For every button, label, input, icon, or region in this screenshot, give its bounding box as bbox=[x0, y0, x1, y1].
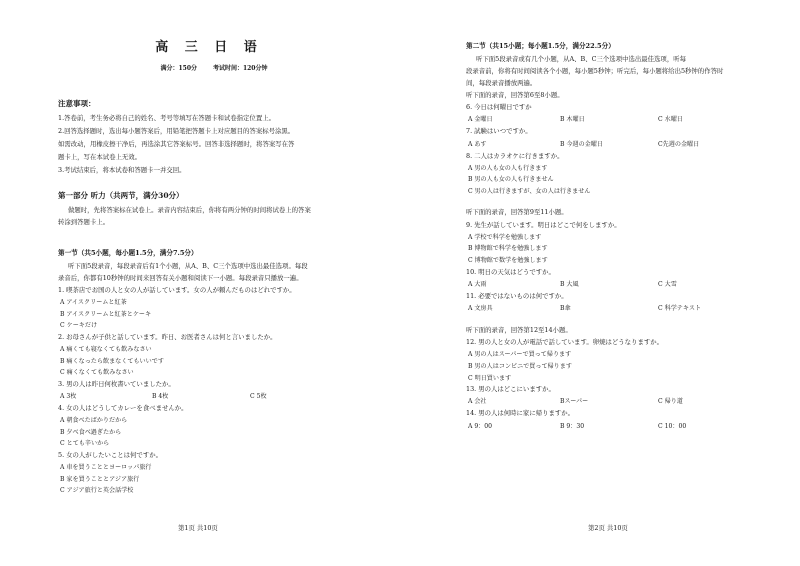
section2-intro: 间，每段录音播放两遍。 bbox=[466, 78, 537, 87]
option: A 痛くても寝なくても飲みなさい bbox=[60, 346, 152, 354]
option: A アイスクリームと紅茶 bbox=[60, 299, 127, 307]
option: C 男の人は行きますが、女の人は行きません bbox=[468, 187, 591, 195]
option-row bbox=[466, 398, 772, 405]
option: C 博物館で数学を勉強します bbox=[468, 257, 548, 265]
exam-meta bbox=[58, 63, 380, 72]
right-page bbox=[400, 0, 800, 566]
question-1: 1. 喫茶店でお国の人と女の人が話しています。女の人が頼んだものはどれですか。 bbox=[58, 285, 296, 294]
option: C とても辛いから bbox=[60, 440, 110, 448]
notice-line: 如需改动，用橡皮擦干净后，再选涂其它答案标号。回答非选择题时，将答案写在答 bbox=[58, 139, 295, 148]
option: B 博物館で科学を勉強します bbox=[468, 245, 548, 253]
option: B アイスクリームと紅茶とケーキ bbox=[60, 310, 152, 318]
option: A 会社 bbox=[468, 398, 487, 406]
section2-intro: 段录音前，你将有时间阅读各个小题，每小题5秒钟；听完后，每小题将给出5秒钟的作答时 bbox=[466, 66, 724, 75]
question-13: 13. 男の人はどこにいますか。 bbox=[466, 385, 555, 394]
notice-line: 题卡上，写在本试卷上无效。 bbox=[58, 152, 142, 161]
question-7: 7. 試験はいつですか。 bbox=[466, 127, 532, 136]
question-5: 5. 女の人がしたいことは何ですか。 bbox=[58, 450, 162, 459]
option: B 痛くなったら飲まなくてもいいです bbox=[60, 357, 164, 365]
option: A 3枚 bbox=[60, 392, 77, 400]
question-10: 10. 明日の天気はどうですか。 bbox=[466, 267, 555, 276]
part1-intro: 转涂到答题卡上。 bbox=[58, 217, 110, 226]
notice-line: 1.答卷前，考生务必将自己的姓名、考号等填写在答题卡和试卷指定位置上。 bbox=[58, 114, 275, 122]
option: A 車を買うこととヨーロッパ旅行 bbox=[60, 464, 152, 472]
option: A 9：00 bbox=[468, 422, 493, 430]
option: B 夕べ食べ過ぎたから bbox=[60, 428, 122, 436]
option: A 男の人も女の人も行きます bbox=[468, 164, 548, 172]
question-11: 11. 必要ではないものは何ですか。 bbox=[466, 291, 568, 300]
exam-title: 高 三 日 语 bbox=[155, 40, 263, 55]
notice-line: 2.回答选择题时，选出每小题答案后，用铅笔把答题卡上对应题目的答案标号涂黑。 bbox=[58, 126, 295, 135]
option: C 科学テキスト bbox=[658, 305, 702, 313]
option: B 家を買うこととアジア旅行 bbox=[60, 475, 140, 483]
option: B 男の人はコンビニで買って帰ります bbox=[468, 362, 572, 370]
option-row bbox=[466, 305, 772, 312]
option: C ケーキだけ bbox=[60, 322, 98, 330]
section1-title: 第一节（共5小题，每小题1.5分，满分7.5分） bbox=[58, 248, 198, 257]
notice-title: 注意事项： bbox=[58, 99, 96, 108]
section2-title: 第二节（共15小题；每小题1.5分，满分22.5分） bbox=[466, 42, 615, 50]
group-title: 听下面的录音，回答第9至11小题。 bbox=[466, 208, 568, 217]
option: A 大雨 bbox=[468, 280, 487, 288]
question-12: 12. 男の人と女の人が電話で話しています。卵焼はどうなりますか。 bbox=[466, 338, 664, 347]
option-row bbox=[466, 423, 772, 430]
full-score: 满分：150分 bbox=[160, 65, 198, 72]
question-6: 6. 今日は何曜日ですか bbox=[466, 103, 532, 112]
page-number: 第1页 共10页 bbox=[178, 524, 218, 532]
option: C 10：00 bbox=[658, 422, 687, 430]
option: B 9：30 bbox=[560, 422, 585, 430]
option: A 男の人はスーパーで買って帰ります bbox=[468, 351, 572, 359]
option-row bbox=[466, 116, 772, 123]
question-4: 4. 女の人はどうしてカレーを食べませんか。 bbox=[58, 403, 188, 412]
option: C 大雪 bbox=[658, 280, 677, 288]
question-8: 8. 二人はカラオケに行きますか。 bbox=[466, 151, 564, 160]
option-row bbox=[466, 281, 772, 288]
option: B 男の人も女の人も行きません bbox=[468, 176, 554, 184]
notice-line: 3.考试结束后，将本试卷和答题卡一并交回。 bbox=[58, 165, 186, 174]
option: A あす bbox=[468, 140, 487, 148]
section1-intro: 听下面5段录音，每段录音后有1个小题，从A、B、C三个选项中选出最佳选项。每段 bbox=[68, 261, 308, 270]
part1-intro: 做题时，先将答案标在试卷上。录音内容结束后，你将有两分钟的时间将试卷上的答案 bbox=[68, 205, 311, 214]
option: B 4枚 bbox=[152, 392, 169, 400]
option: C 帰り道 bbox=[658, 398, 683, 406]
option: A 学校で科学を勉強します bbox=[468, 233, 542, 241]
option: B 木曜日 bbox=[560, 116, 585, 124]
option: A 朝食べたばかりだから bbox=[60, 417, 128, 425]
page-number: 第2页 共10页 bbox=[588, 524, 628, 532]
option: A 文房具 bbox=[468, 305, 493, 313]
part1-title: 第一部分 听力（共两节，满分30分） bbox=[58, 190, 184, 200]
question-3: 3. 男の人は昨日何枚書いていましたか。 bbox=[58, 379, 175, 388]
section1-intro: 录音后，你都有10秒钟的时间来回答有关小题和阅读下一小题。每段录音只播放一遍。 bbox=[58, 273, 303, 282]
exam-time: 考试时间：120分钟 bbox=[212, 65, 268, 72]
option-row bbox=[58, 393, 380, 400]
section2-intro: 听下面5段录音或有几个小题，从A、B、C三个选项中选出最佳选项，听每 bbox=[476, 55, 686, 63]
question-2: 2. お母さんが子供と話しています。昨日、お医者さんは何と言いましたか。 bbox=[58, 332, 277, 341]
option: C 5枚 bbox=[250, 392, 267, 400]
option: C アジア旅行と英会話学校 bbox=[60, 487, 134, 495]
option: B 今週の金曜日 bbox=[560, 140, 603, 148]
option: C先週の金曜日 bbox=[658, 140, 700, 148]
option: Bスーパー bbox=[560, 398, 589, 406]
option: C 痛くなくても飲みなさい bbox=[60, 369, 134, 377]
question-14: 14. 男の人は何時に家に帰りますか。 bbox=[466, 409, 575, 418]
option-row bbox=[466, 141, 772, 148]
question-9: 9. 先生が話しています。明日はどこで何をしますか。 bbox=[466, 220, 621, 229]
option: B 大風 bbox=[560, 280, 579, 288]
option: A 金曜日 bbox=[468, 116, 493, 124]
group-title: 听下面的录音，回答第12至14小题。 bbox=[466, 326, 572, 335]
option: B傘 bbox=[560, 305, 571, 313]
option: C 明日買います bbox=[468, 374, 512, 382]
group-title: 听下面的录音，回答第6至8小题。 bbox=[466, 90, 564, 99]
option: C 水曜日 bbox=[658, 116, 683, 124]
